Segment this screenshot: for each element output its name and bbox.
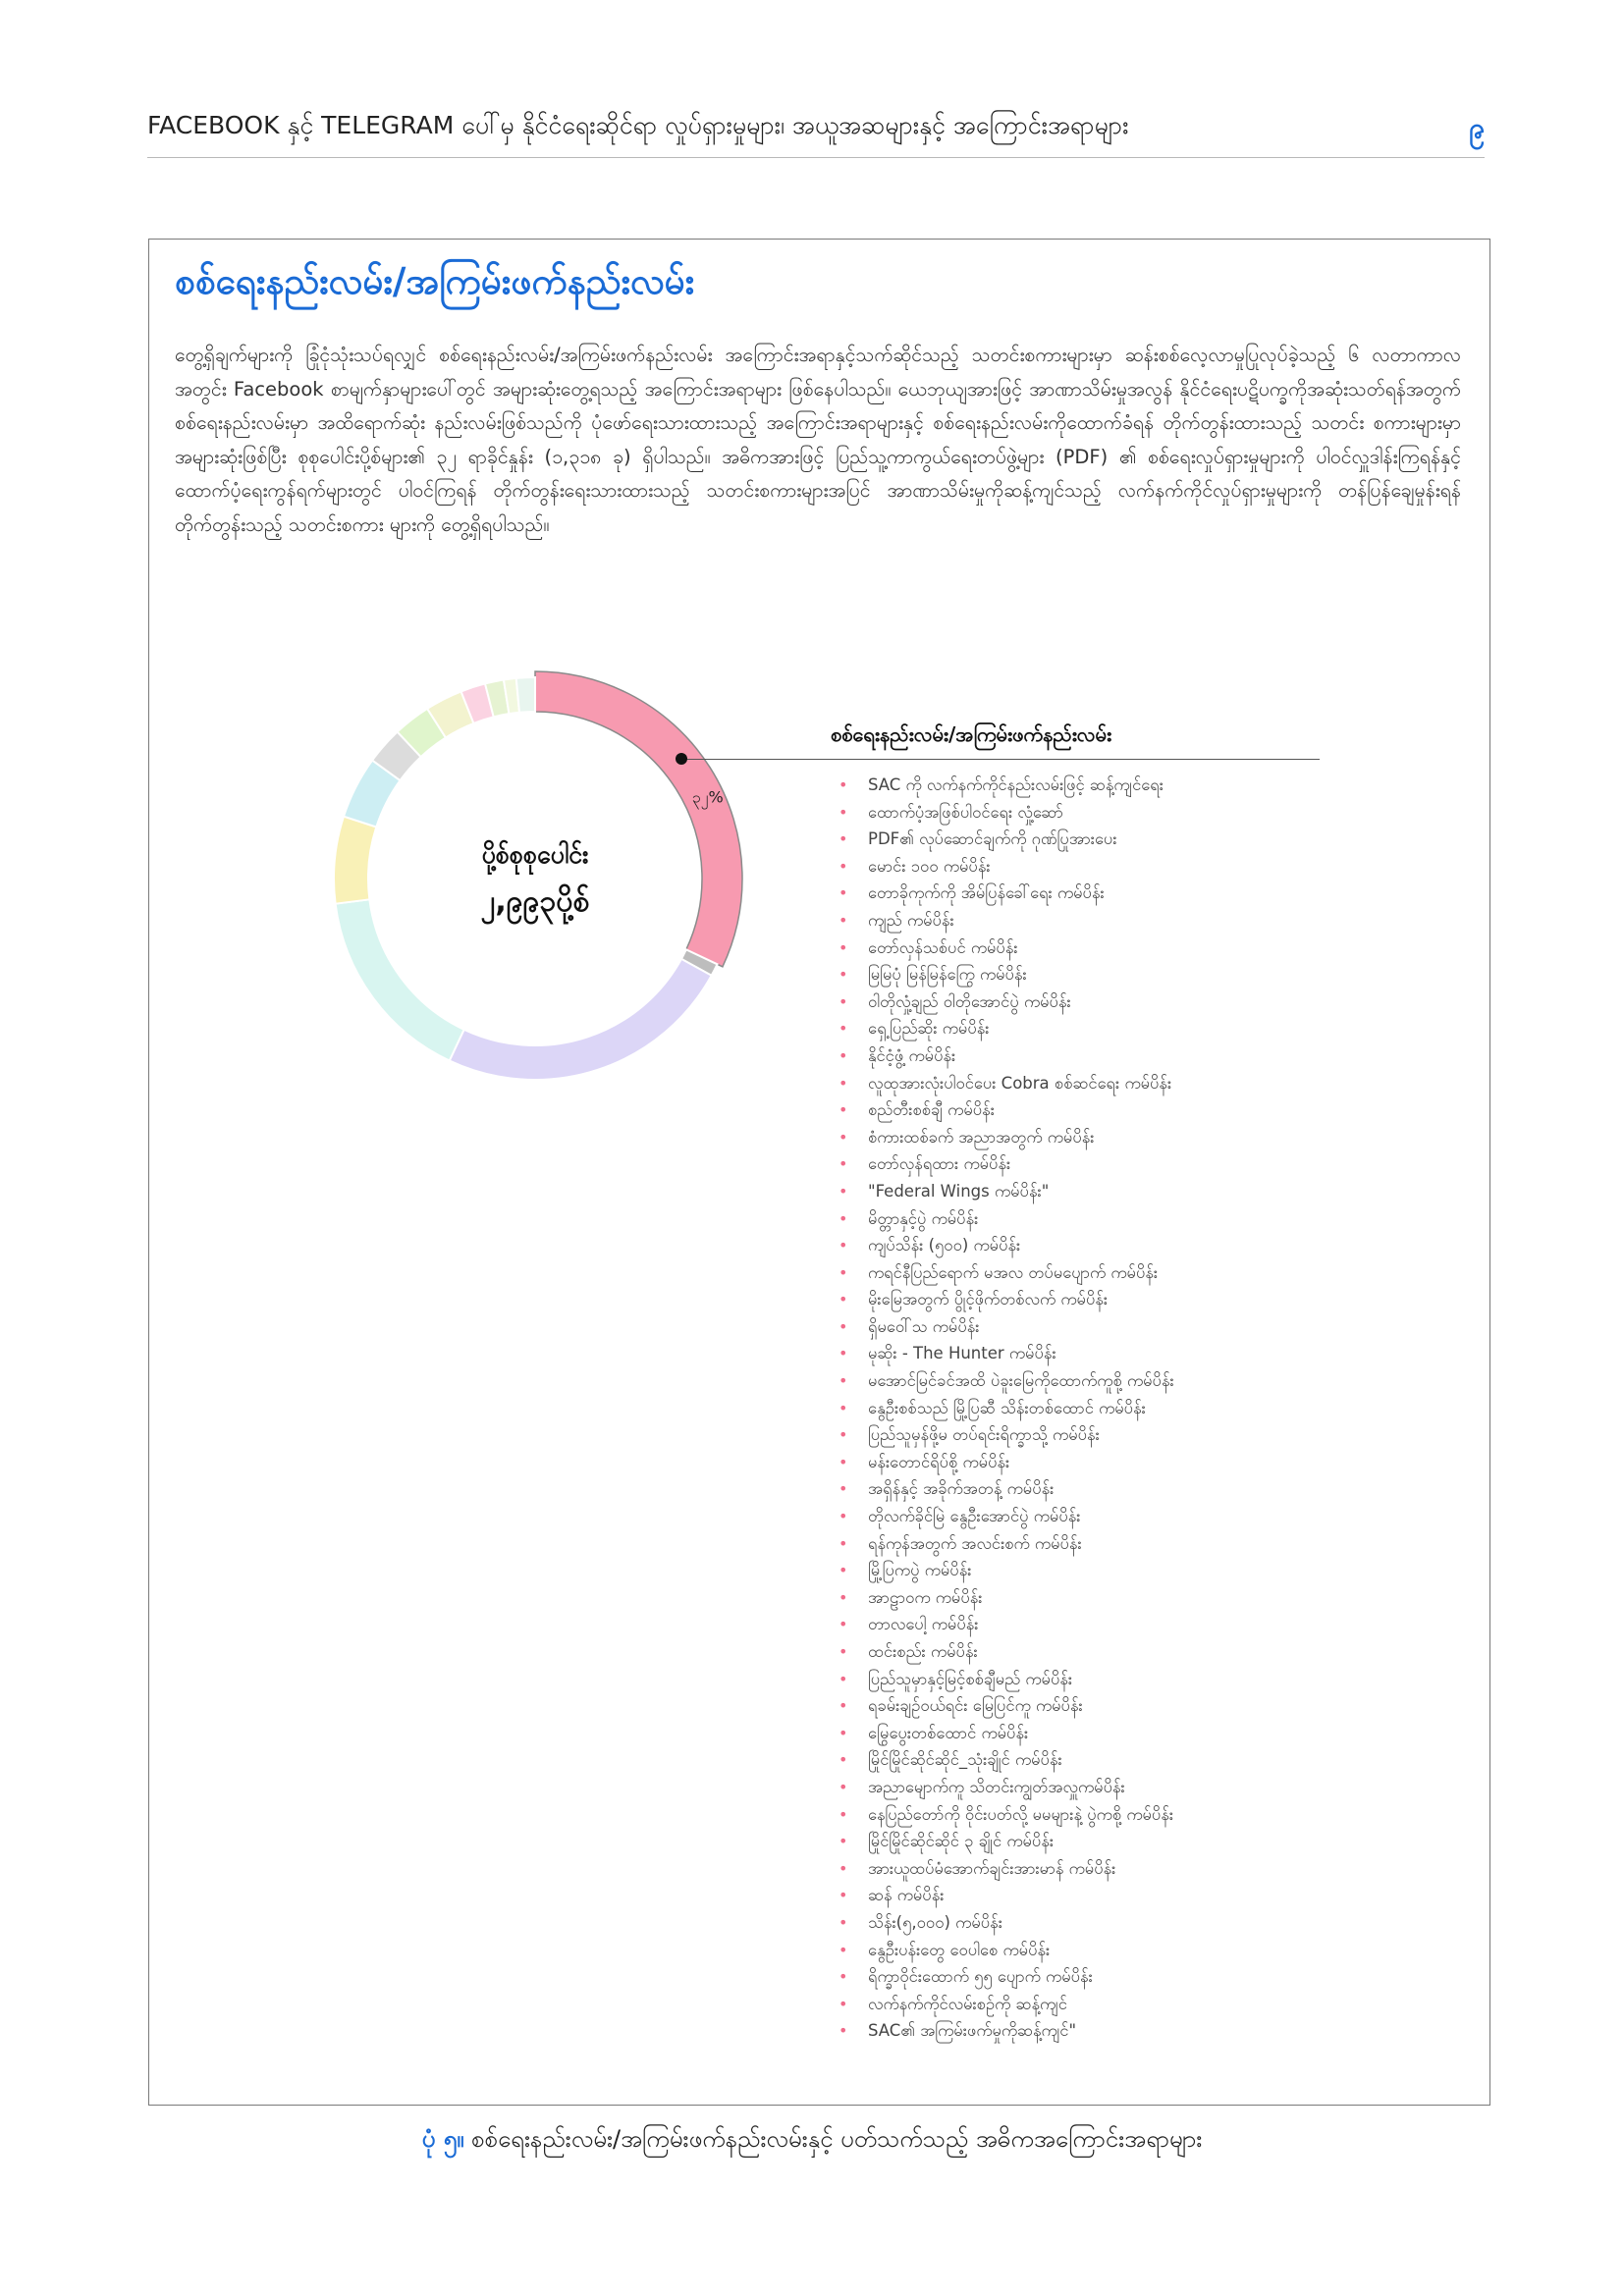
legend-bullet-icon: • xyxy=(839,856,848,876)
legend-list xyxy=(835,772,1384,2045)
legend-item-label: ရန်ကုန်အတွက် အလင်းစက် ကမ်ပိန်း xyxy=(868,1533,1082,1553)
donut-slice xyxy=(334,817,376,904)
legend-item xyxy=(835,961,1384,988)
legend-item-label: နွေဦးပန်းတွေ ဝေပါစေ ကမ်ပိန်း xyxy=(868,1940,1051,1959)
legend-item xyxy=(835,1855,1384,1883)
legend-item-label: တော်လှန်သစ်ပင် ကမ်ပိန်း xyxy=(868,937,1018,957)
legend-item-label: တော်လှန်ရထား ကမ်ပိန်း xyxy=(868,1154,1011,1174)
legend-bullet-icon: • xyxy=(839,1073,848,1093)
legend-bullet-icon: • xyxy=(839,1181,848,1201)
legend-item xyxy=(835,799,1384,827)
legend-bullet-icon: • xyxy=(839,1045,848,1065)
legend-item xyxy=(835,1963,1384,1991)
legend-item xyxy=(835,1340,1384,1367)
header-divider xyxy=(147,157,1485,158)
legend-item-label: ပြည်သူမှန်ဖို့မ တပ်ရင်းရိက္ခာသို့ ကမ်ပိန်း xyxy=(868,1425,1100,1445)
legend-item xyxy=(835,1475,1384,1503)
callout-dot xyxy=(676,753,687,765)
legend-bullet-icon: • xyxy=(839,1100,848,1120)
legend-item-label: တောခိုကုက်ကို အိမ်ပြန်ခေါ်ရေး ကမ်ပိန်း xyxy=(868,883,1105,903)
figure-caption-text: စစ်ရေးနည်းလမ်း/အကြမ်းဖက်နည်းလမ်းနှင့် ပတ်သက်သည့် အဓိကအကြောင်းအရာများ xyxy=(471,2125,1203,2153)
legend-item xyxy=(835,1774,1384,1801)
legend-item-label: ထင်းစည်း ကမ်ပိန်း xyxy=(868,1642,978,1661)
legend-bullet-icon: • xyxy=(839,1669,848,1688)
legend-item xyxy=(835,1746,1384,1774)
legend-item-label: ရှိမဝေါ်သ ကမ်ပိန်း xyxy=(868,1316,980,1336)
legend-bullet-icon: • xyxy=(839,802,848,822)
legend-bullet-icon: • xyxy=(839,829,848,849)
legend-item-label: မြိုင်မြိုင်ဆိုင်ဆိုင်_သုံးချိုင် ကမ်ပိန်း xyxy=(868,1750,1062,1770)
legend-item xyxy=(835,1096,1384,1124)
legend-bullet-icon: • xyxy=(839,1479,848,1499)
legend-item xyxy=(835,880,1384,907)
legend-item-label: SAC၏ အကြမ်းဖက်မှုကိုဆန့်ကျင်" xyxy=(868,2021,1077,2041)
legend-bullet-icon: • xyxy=(839,1615,848,1634)
legend-bullet-icon: • xyxy=(839,1750,848,1770)
legend-bullet-icon: • xyxy=(839,910,848,930)
donut-slice xyxy=(516,677,535,713)
legend-item xyxy=(835,1015,1384,1042)
legend-item-label: မိတ္တာနှင့်ပွဲ ကမ်ပိန်း xyxy=(868,1208,979,1228)
legend-item-label: ရခမ်းချဉ်ဝယ်ရင်း မြေပြင်ကူ ကမ်ပိန်း xyxy=(868,1696,1083,1716)
legend-item-label: မြိုင်မြိုင်ဆိုင်ဆိုင် ၃ ချိုင် ကမ်ပိန်း xyxy=(868,1832,1055,1851)
legend-item-label: ဆန် ကမ်ပိန်း xyxy=(868,1886,945,1905)
legend-bullet-icon: • xyxy=(839,1154,848,1174)
legend-item xyxy=(835,1259,1384,1287)
legend-bullet-icon: • xyxy=(839,1777,848,1796)
legend-bullet-icon: • xyxy=(839,1208,848,1228)
legend-item-label: မန်းတောင်ရိပ်စို့ ကမ်ပိန်း xyxy=(868,1452,1010,1471)
figure-number: ပုံ ၅။ xyxy=(421,2125,464,2153)
legend-item xyxy=(835,1070,1384,1097)
legend-bullet-icon: • xyxy=(839,1967,848,1987)
legend-item xyxy=(835,988,1384,1016)
legend-bullet-icon: • xyxy=(839,1507,848,1526)
legend-bullet-icon: • xyxy=(839,1127,848,1147)
legend-item xyxy=(835,2017,1384,2045)
legend-item xyxy=(835,1611,1384,1638)
donut-slice xyxy=(450,959,712,1080)
legend-bullet-icon: • xyxy=(839,1290,848,1309)
legend-item xyxy=(835,1937,1384,1964)
legend-item xyxy=(835,772,1384,799)
legend-bullet-icon: • xyxy=(839,1912,848,1932)
legend-item xyxy=(835,1286,1384,1313)
legend-item-label: မြို့ပြကပွဲ ကမ်ပိန်း xyxy=(868,1561,972,1580)
legend-bullet-icon: • xyxy=(839,1316,848,1336)
legend-item xyxy=(835,1178,1384,1205)
legend-bullet-icon: • xyxy=(839,1804,848,1824)
legend-item xyxy=(835,1150,1384,1178)
legend-item-label: မအောင်မြင်ခင်အထိ ပဲခူးမြေကိုထောက်ကူစို့ ကမ်ပိန်း xyxy=(868,1371,1174,1391)
legend-bullet-icon: • xyxy=(839,1398,848,1417)
legend-bullet-icon: • xyxy=(839,1832,848,1851)
legend-item xyxy=(835,853,1384,881)
legend-item xyxy=(835,1530,1384,1558)
legend-item xyxy=(835,1828,1384,1855)
legend-title: စစ်ရေးနည်းလမ်း/အကြမ်းဖက်နည်းလမ်း xyxy=(831,722,1112,746)
legend-item-label: "Federal Wings ကမ်ပိန်း" xyxy=(868,1181,1050,1201)
legend-item xyxy=(835,1449,1384,1476)
legend-item xyxy=(835,1801,1384,1829)
legend-item-label: မိုးမြေအတွက် ပွိုင့်ဖိုက်တစ်လက် ကမ်ပိန်း xyxy=(868,1290,1109,1309)
legend-item xyxy=(835,1584,1384,1612)
running-title: FACEBOOK နှင့် TELEGRAM ပေါ်မှ နိုင်ငံရေးဆိုင်ရာ လှုပ်ရှားမှုများ၊ အယူအဆများနှင့် အကြောင်းအရာများ xyxy=(147,111,1129,139)
legend-item-label: ဝါတိုလှုံ့ချည် ဝါတိုအောင်ပွဲ ကမ်ပိန်း xyxy=(868,991,1071,1011)
legend-bullet-icon: • xyxy=(839,1236,848,1255)
legend-item xyxy=(835,1692,1384,1720)
legend-bullet-icon: • xyxy=(839,1371,848,1391)
legend-item xyxy=(835,1205,1384,1233)
legend-item-label: အာဠာဝက ကမ်ပိန်း xyxy=(868,1587,983,1607)
legend-item xyxy=(835,826,1384,853)
legend-item-label: သိန်း(၅,၀၀၀) ကမ်ပိန်း xyxy=(868,1912,1002,1932)
legend-bullet-icon: • xyxy=(839,1723,848,1742)
legend-item xyxy=(835,1124,1384,1151)
legend-item-label: ရှေ့ပြည်ဆိုး ကမ်ပိန်း xyxy=(868,1019,990,1039)
legend-item-label: တာလပေါ့ ကမ်ပိန်း xyxy=(868,1615,979,1634)
legend-bullet-icon: • xyxy=(839,2021,848,2041)
legend-item-label: လက်နက်ကိုင်လမ်းစဉ်ကို ဆန့်ကျင် xyxy=(868,1994,1067,2013)
legend-item-label: မြွေပွေးတစ်ထောင် ကမ်ပိန်း xyxy=(868,1723,1029,1742)
legend-item xyxy=(835,1395,1384,1422)
legend-bullet-icon: • xyxy=(839,1262,848,1282)
legend-item-label: နိုင်ငံ့ဖွံ့ ကမ်ပိန်း xyxy=(868,1045,956,1065)
legend-bullet-icon: • xyxy=(839,1019,848,1039)
legend-item xyxy=(835,1503,1384,1530)
legend-item-label: ကျပ်သိန်း (၅၀၀) ကမ်ပိန်း xyxy=(868,1236,1021,1255)
section-title: စစ်ရေးနည်းလမ်း/အကြမ်းဖက်နည်းလမ်း xyxy=(175,260,695,302)
legend-bullet-icon: • xyxy=(839,1533,848,1553)
legend-bullet-icon: • xyxy=(839,965,848,985)
legend-item xyxy=(835,1367,1384,1395)
legend-item-label: နေပြည်တော်ကို ဝိုင်းပတ်လို့ မမများနဲ့ ပွဲကစို့ ကမ်ပိန်း xyxy=(868,1804,1174,1824)
legend-bullet-icon: • xyxy=(839,883,848,903)
legend-item-label: နွေဦးစစ်သည် မြို့ပြဆီ သိန်းတစ်ထောင် ကမ်ပိန်း xyxy=(868,1398,1146,1417)
legend-bullet-icon: • xyxy=(839,1452,848,1471)
legend-item-label: SAC ကို လက်နက်ကိုင်နည်းလမ်းဖြင့် ဆန့်ကျင်ရေး xyxy=(868,775,1164,794)
legend-bullet-icon: • xyxy=(839,937,848,957)
legend-item-label: ကျည် ကမ်ပိန်း xyxy=(868,910,954,930)
legend-bullet-icon: • xyxy=(839,1858,848,1878)
legend-bullet-icon: • xyxy=(839,991,848,1011)
legend-item-label: ကရင်နီပြည်ရောက် မအလ တပ်မပျောက် ကမ်ပိန်း xyxy=(868,1262,1159,1282)
legend-item xyxy=(835,1909,1384,1937)
legend-item xyxy=(835,1557,1384,1584)
donut-chart-svg xyxy=(314,658,756,1099)
legend-item-label: လူထုအားလုံးပါဝင်ပေး Cobra စစ်ဆင်ရေး ကမ်ပိန်း xyxy=(868,1073,1172,1093)
legend-item-label: PDF၏ လုပ်ဆောင်ချက်ကို ဂုဏ်ပြုအားပေး xyxy=(868,829,1117,849)
body-paragraph: တွေ့ရှိချက်များကို ခြုံငုံသုံးသပ်ရလျှင် စစ်ရေးနည်းလမ်း/အကြမ်းဖက်နည်းလမ်း အကြောင်းအရာနှင့်သက်ဆိုင်သည့် သတင်းစကားများမှာ ဆန်းစစ်လေ့လာမှုပြုလုပ်ခဲ့သည့် ၆ လတာကာလအတွင်း Facebook စာမျက်နှာများပေါ်တွင် အများဆုံးတွေ့ရသည့် အကြောင်းအရာများ ဖြစ်နေပါသည်။ ယေဘုယျအားဖြင့် အာဏာသိမ်းမှုအလွန် နိုင်ငံရေးပဋိပက္ခကိုအဆုံးသတ်ရန်အတွက် စစ်ရေးနည်းလမ်းမှာ အထိရောက်ဆုံး နည်းလမ်းဖြစ်သည်ကို ပုံဖော်ရေးသားထားသည့် အကြောင်းအရာများနှင့် စစ်ရေးနည်းလမ်းကိုထောက်ခံရန် တိုက်တွန်းထားသည့် သတင်း စကားများမှာ အများဆုံးဖြစ်ပြီး စုစုပေါင်းပို့စ်များ၏ ၃၂ ရာခိုင်နှုန်း (၁,၃၁၈ ခု) ရှိပါသည်။ အဓိကအားဖြင့် ပြည်သူ့ကာကွယ်ရေးတပ်ဖွဲ့များ (PDF) ၏ စစ်ရေးလှုပ်ရှားမှုများကို ပါဝင်လှူဒါန်းကြရန်နှင့် ထောက်ပံ့ရေးကွန်ရက်များတွင် ပါဝင်ကြရန် တိုက်တွန်းရေးသားထားသည့် သတင်းစကားများအပြင် အာဏာသိမ်းမှုကိုဆန့်ကျင်သည့် လက်နက်ကိုင်လှုပ်ရှားမှုများကို တန်ပြန်ချေမှုန်းရန် တိုက်တွန်းသည့် သတင်းစကား များကို တွေ့ရှိရပါသည်။ xyxy=(175,344,1461,536)
legend-item-label: ရိက္ခာဝိုင်းထောက် ၅၅ ပျောက် ကမ်ပိန်း xyxy=(868,1967,1093,1987)
figure-caption xyxy=(0,2123,1624,2159)
running-header xyxy=(147,110,1485,149)
legend-bullet-icon: • xyxy=(839,1425,848,1445)
highlight-slice-label: ၃၂% xyxy=(691,787,724,807)
legend-item xyxy=(835,1882,1384,1909)
legend-item xyxy=(835,1232,1384,1259)
legend-item-label: စံကားထစ်ခက် အညာအတွက် ကမ်ပိန်း xyxy=(868,1127,1095,1147)
legend-item-label: အားယူထပ်မံအောက်ချင်းအားမာန် ကမ်ပိန်း xyxy=(868,1858,1116,1878)
legend-item-label: အညာမျောက်ကူ သိတင်းကျွတ်အလှူကမ်ပိန်း xyxy=(868,1777,1125,1796)
legend-item xyxy=(835,1638,1384,1666)
legend-item-label: ပြည်သူမှာနှင့်မြင့်စစ်ချီမည် ကမ်ပိန်း xyxy=(868,1669,1073,1688)
legend-item-label: စည်တီးစစ်ချီ ကမ်ပိန်း xyxy=(868,1100,995,1120)
legend-bullet-icon: • xyxy=(839,1344,848,1363)
legend-bullet-icon: • xyxy=(839,1696,848,1716)
legend-item xyxy=(835,1666,1384,1693)
legend-bullet-icon: • xyxy=(839,1886,848,1905)
legend-item-label: မြမြပုံ မြန်မြန်ကြွေ ကမ်ပိန်း xyxy=(868,965,1027,985)
legend-bullet-icon: • xyxy=(839,1561,848,1580)
legend-bullet-icon: • xyxy=(839,775,848,794)
page-number: ၉ xyxy=(1469,112,1485,144)
legend-bullet-icon: • xyxy=(839,1940,848,1959)
legend-item-label: အရှိန်နှင့် အခိုက်အတန့် ကမ်ပိန်း xyxy=(868,1479,1055,1499)
legend-bullet-icon: • xyxy=(839,1587,848,1607)
donut-chart xyxy=(314,658,756,1099)
legend-item-label: ထောက်ပံ့အဖြစ်ပါဝင်ရေး လှုံ့ဆော် xyxy=(868,802,1063,822)
legend-item-label: မုဆိုး - The Hunter ကမ်ပိန်း xyxy=(868,1344,1056,1363)
legend-item xyxy=(835,1042,1384,1070)
legend-item xyxy=(835,1991,1384,2018)
callout-leader-line xyxy=(681,759,1320,760)
legend-item-label: မောင်း ၁၀၀ ကမ်ပိန်း xyxy=(868,856,991,876)
legend-bullet-icon: • xyxy=(839,1994,848,2013)
legend-item xyxy=(835,1313,1384,1341)
legend-item xyxy=(835,934,1384,962)
legend-item xyxy=(835,1720,1384,1747)
legend-item xyxy=(835,1421,1384,1449)
legend-bullet-icon: • xyxy=(839,1642,848,1661)
legend-item-label: တိုလက်ခိုင်မြဲ နွေဦးအောင်ပွဲ ကမ်ပိန်း xyxy=(868,1507,1081,1526)
donut-center-label: ပို့စ်စုစုပေါင်း xyxy=(481,840,589,869)
donut-center-value: ၂,၉၉၃ပို့စ် xyxy=(480,884,590,919)
legend-item xyxy=(835,907,1384,934)
